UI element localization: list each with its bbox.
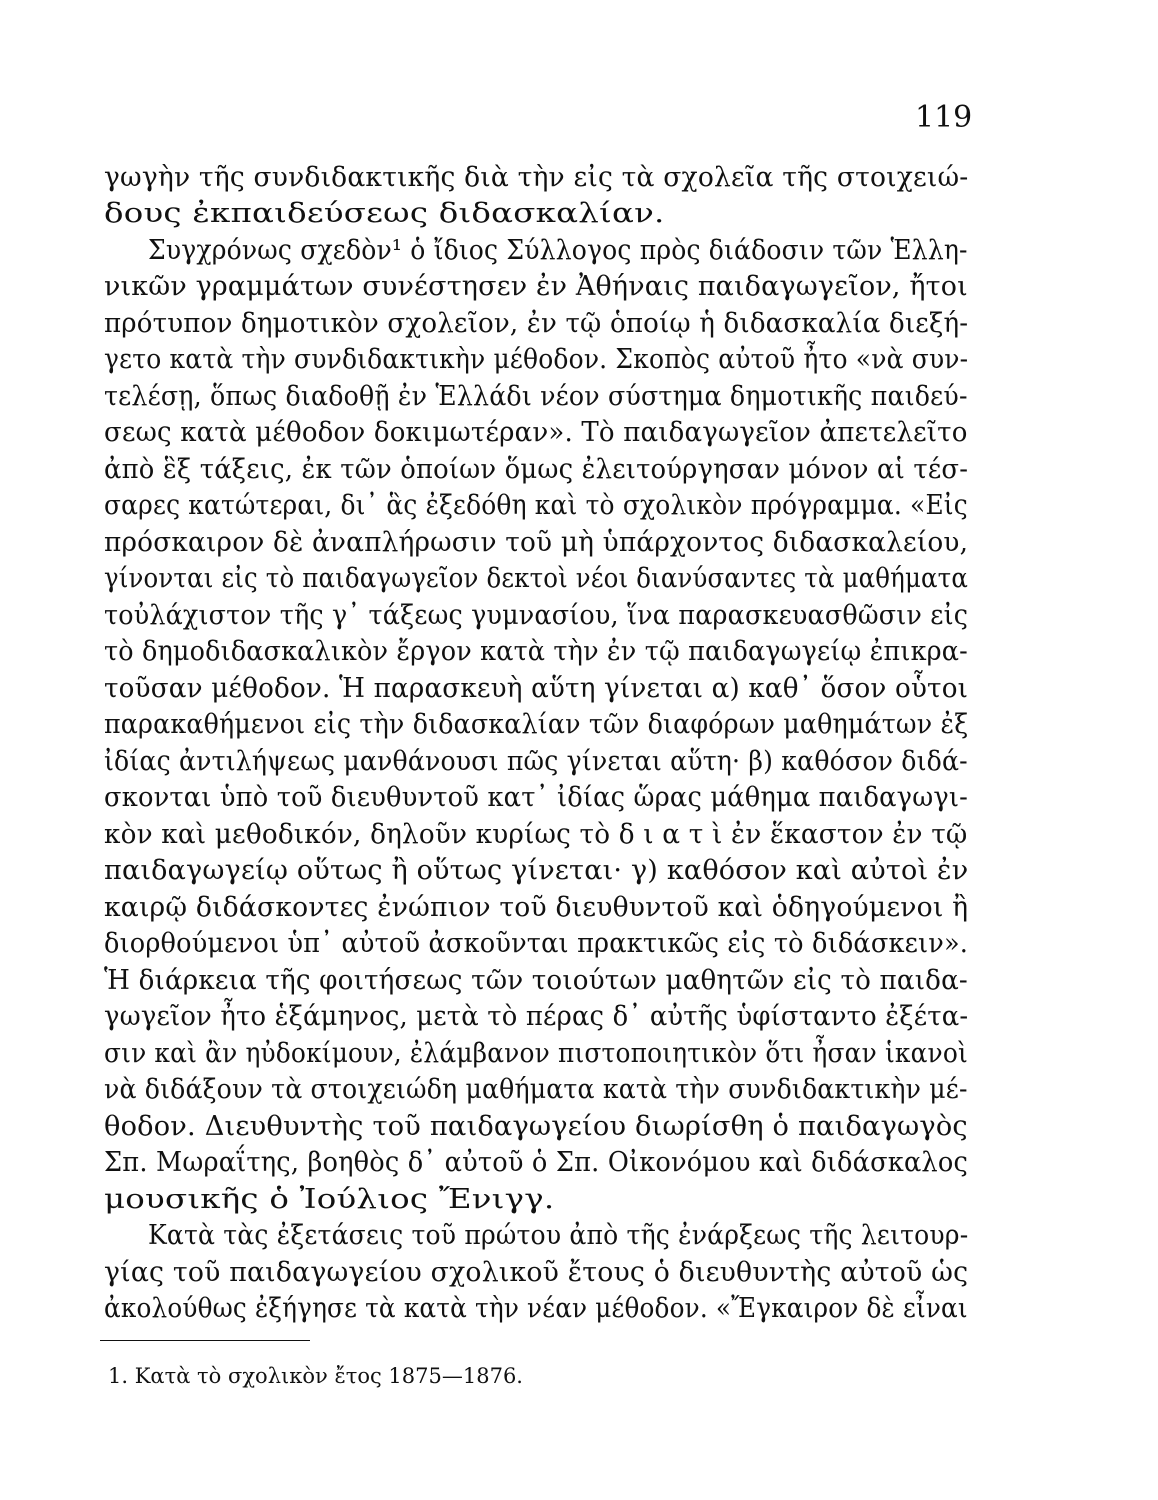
text-line: γωγεῖον ἦτο ἑξάμηνος, μετὰ τὸ πέρας δ᾽ αὐτῆς ὑφίσταντο ἐξέτα- <box>104 1001 969 1032</box>
text-line: σκονται ὑπὸ τοῦ διευθυντοῦ κατ᾽ ἰδίας ὥρας μάθημα παιδαγωγι- <box>104 782 968 813</box>
text-line: καιρῷ διδάσκοντες ἐνώπιον τοῦ διευθυντοῦ καὶ ὁδηγούμενοι ἢ <box>104 892 969 923</box>
text-line: ἰδίας ἀντιλήψεως μανθάνουσι πῶς γίνεται αὕτη· β) καθόσον διδά- <box>104 746 968 777</box>
text-line: τὸ δημοδιδασκαλικὸν ἔργον κατὰ τὴν ἐν τῷ παιδαγωγείῳ ἐπικρα- <box>104 636 968 667</box>
footnote: 1. Κατὰ τὸ σχολικὸν ἔτος 1875—1876. <box>108 1364 523 1388</box>
text-line: θοδον. Διευθυντὴς τοῦ παιδαγωγείου διωρίσθη ὁ παιδαγωγὸς <box>104 1111 968 1142</box>
text-line: τελέσῃ, ὅπως διαδοθῇ ἐν Ἑλλάδι νέον σύστημα δημοτικῆς παιδεύ- <box>104 381 968 412</box>
text-line: τοὐλάχιστον τῆς γ᾽ τάξεως γυμνασίου, ἵνα παρασκευασθῶσιν εἰς <box>104 600 969 631</box>
text-line: σιν καὶ ἂν ηὐδοκίμουν, ἐλάμβανον πιστοποιητικὸν ὅτι ἦσαν ἱκανοὶ <box>104 1038 968 1069</box>
text-line: πρότυπον δημοτικὸν σχολεῖον, ἐν τῷ ὁποίῳ ἡ διδασκαλία διεξή- <box>104 308 969 339</box>
text-line: Σπ. Μωραΐτης, βοηθὸς δ᾽ αὐτοῦ ὁ Σπ. Οἰκονόμου καὶ διδάσκαλος <box>104 1147 968 1178</box>
page-number: 119 <box>915 100 973 135</box>
text-line: πρόσκαιρον δὲ ἀναπλήρωσιν τοῦ μὴ ὑπάρχοντος διδασκαλείου, <box>104 527 969 558</box>
text-line: γίας τοῦ παιδαγωγείου σχολικοῦ ἔτους ὁ διευθυντὴς αὐτοῦ ὡς <box>104 1257 969 1288</box>
text-line: ἀκολούθως ἐξήγησε τὰ κατὰ τὴν νέαν μέθοδον. «Ἔγκαιρον δὲ εἶναι <box>104 1293 968 1324</box>
text-line: Συγχρόνως σχεδὸν¹ ὁ ἴδιος Σύλλογος πρὸς διάδοσιν τῶν Ἑλλη- <box>148 235 968 266</box>
text-line: σαρες κατώτεραι, δι᾽ ἃς ἐξεδόθη καὶ τὸ σχολικὸν πρόγραμμα. «Εἰς <box>104 490 968 521</box>
text-line: παρακαθήμενοι εἰς τὴν διδασκαλίαν τῶν διαφόρων μαθημάτων ἐξ <box>104 709 969 740</box>
text-line: Κατὰ τὰς ἐξετάσεις τοῦ πρώτου ἀπὸ τῆς ἐνάρξεως τῆς λειτουρ- <box>148 1220 969 1251</box>
text-line: κὸν καὶ μεθοδικόν, δηλοῦν κυρίως τὸ δ ι α τ ὶ ἐν ἕκαστον ἐν τῷ <box>104 819 968 850</box>
text-line: ἀπὸ ἓξ τάξεις, ἐκ τῶν ὁποίων ὅμως ἐλειτούργησαν μόνον αἱ τέσ- <box>104 454 969 485</box>
text-line: γίνονται εἰς τὸ παιδαγωγεῖον δεκτοὶ νέοι διανύσαντες τὰ μαθήματα <box>104 563 968 594</box>
text-line: νικῶν γραμμάτων συνέστησεν ἐν Ἀθήναις παιδαγωγεῖον, ἤτοι <box>104 271 968 302</box>
text-line: γετο κατὰ τὴν συνδιδακτικὴν μέθοδον. Σκοπὸς αὐτοῦ ἦτο «νὰ συν- <box>104 344 969 375</box>
text-line: Ἡ διάρκεια τῆς φοιτήσεως τῶν τοιούτων μαθητῶν εἰς τὸ παιδα- <box>104 965 968 996</box>
text-line: γωγὴν τῆς συνδιδακτικῆς διὰ τὴν εἰς τὰ σχολεῖα τῆς στοιχειώ- <box>104 162 969 193</box>
text-line: παιδαγωγείῳ οὕτως ἢ οὕτως γίνεται· γ) καθόσον καὶ αὐτοὶ ἐν <box>104 855 969 886</box>
text-line: δους ἐκπαιδεύσεως διδασκαλίαν. <box>104 198 665 229</box>
text-line: τοῦσαν μέθοδον. Ἡ παρασκευὴ αὕτη γίνεται α) καθ᾽ ὅσον οὗτοι <box>104 673 969 704</box>
text-line: μουσικῆς ὁ Ἰούλιος Ἔνιγγ. <box>104 1184 555 1215</box>
footnote-divider <box>100 1340 310 1341</box>
text-line: διορθούμενοι ὑπ᾽ αὐτοῦ ἀσκοῦνται πρακτικῶς εἰς τὸ διδάσκειν». <box>104 928 969 959</box>
text-line: σεως κατὰ μέθοδον δοκιμωτέραν». Τὸ παιδαγωγεῖον ἀπετελεῖτο <box>104 417 968 448</box>
text-line: νὰ διδάξουν τὰ στοιχειώδη μαθήματα κατὰ τὴν συνδιδακτικὴν μέ- <box>104 1074 968 1105</box>
